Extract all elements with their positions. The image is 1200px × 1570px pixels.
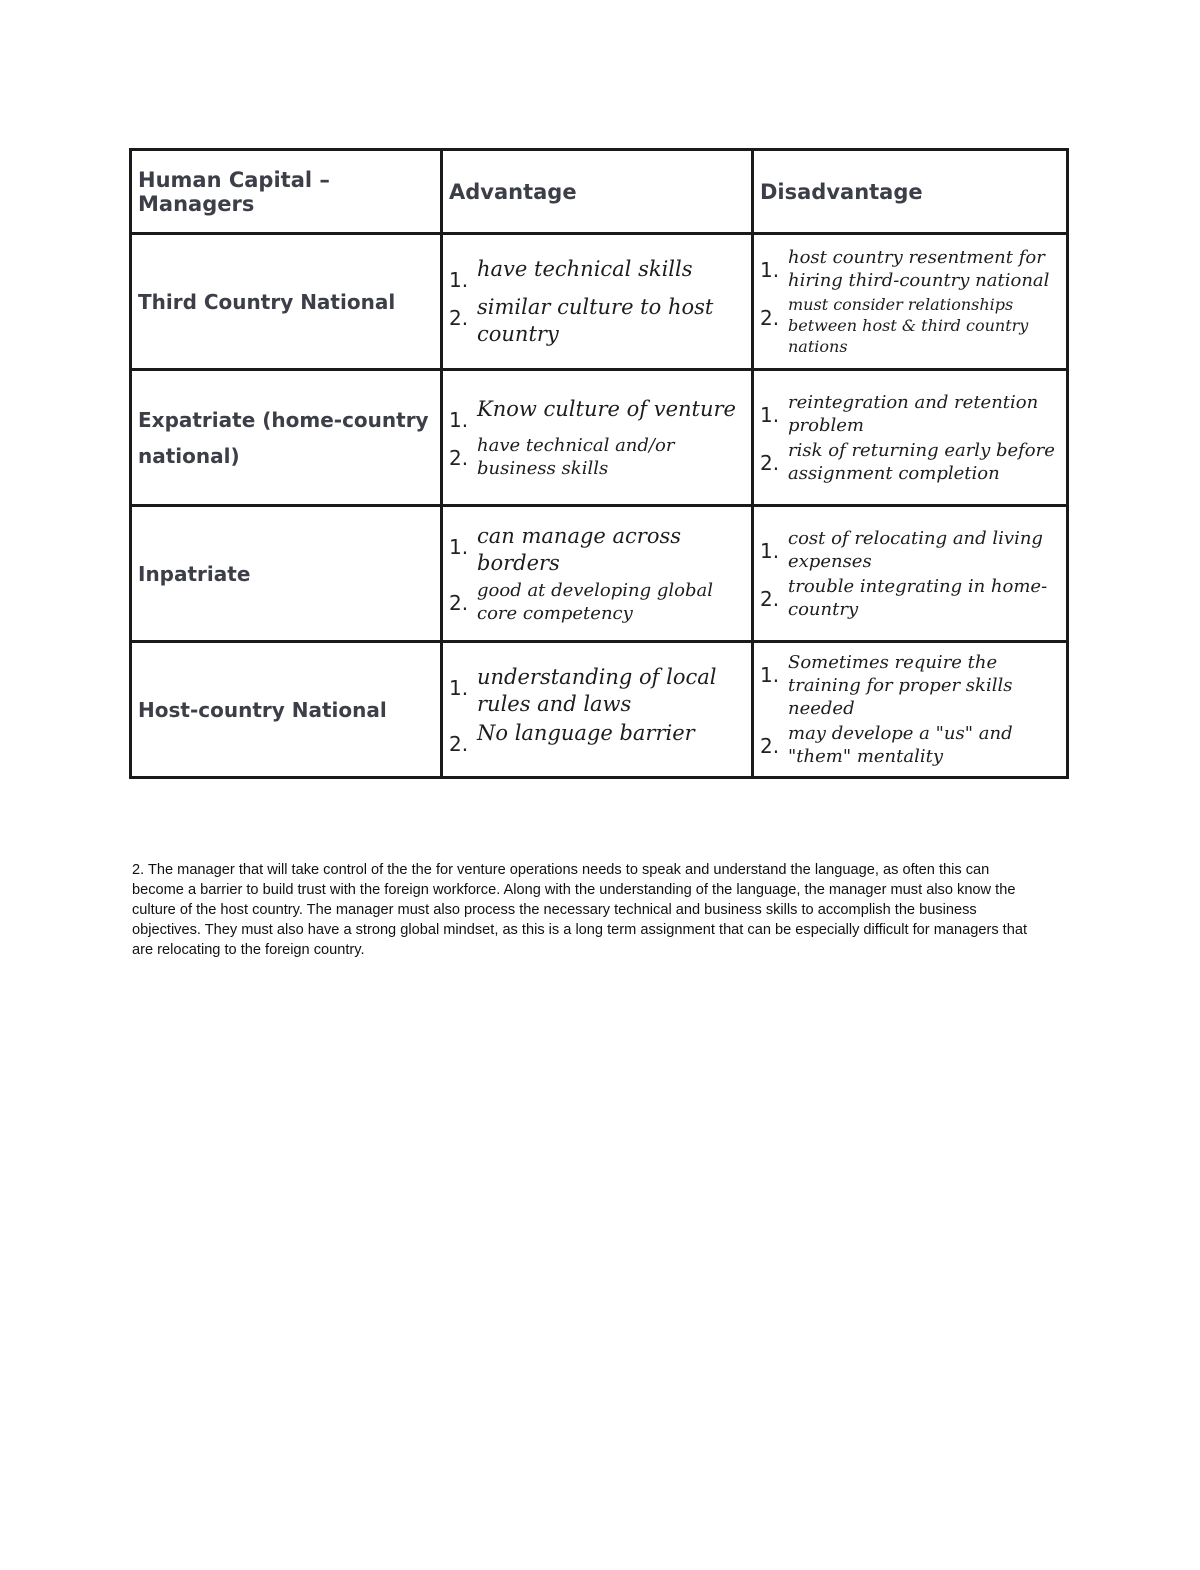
handwritten-text: No language barrier <box>477 720 695 745</box>
item-number: 1. <box>449 534 469 559</box>
handwritten-text: may develope a "us" and "them" mentality <box>788 723 1013 767</box>
header-disadvantage: Disadvantage <box>753 150 1068 234</box>
table-row <box>131 506 1068 642</box>
list-item <box>760 722 1066 768</box>
item-number: 1. <box>760 402 780 427</box>
item-number: 1. <box>449 407 469 432</box>
row-label-expatriate: Expatriate (home-country national) <box>131 370 442 506</box>
handwritten-text: trouble integrating in home-country <box>788 575 1048 620</box>
handwritten-text: must consider relationships between host & third country nations <box>788 295 1029 356</box>
item-number: 2. <box>449 590 469 615</box>
item-number: 1. <box>760 538 780 563</box>
advantage-cell <box>442 642 753 778</box>
list-item <box>449 294 751 348</box>
handwritten-text: similar culture to host country <box>477 294 714 346</box>
handwritten-text: Sometimes require the training for proper skills needed <box>788 652 1013 719</box>
list-item <box>760 527 1066 573</box>
disadvantage-cell <box>753 234 1068 370</box>
answer-paragraph: 2. The manager that will take control of the the for venture operations needs to speak and understand the language, as often this can become a barrier to build trust with the foreign workforce. Along with the understanding of the language, the manager must also know the culture of the host country. The manager must also process the necessary technical and business skills to accomplish the business objectives. They must also have a strong global mindset, as this is a long term assignment that can be especially difficult for managers that are relocating to the foreign country. <box>132 861 1028 958</box>
handwritten-text: good at developing global core competency <box>477 579 713 624</box>
list-item <box>449 256 751 292</box>
item-number: 1. <box>760 663 780 687</box>
table-row <box>131 370 1068 506</box>
handwritten-text: have technical and/or business skills <box>477 434 675 479</box>
disadvantage-cell <box>753 506 1068 642</box>
row-label-third-country-national: Third Country National <box>131 234 442 370</box>
advantage-cell <box>442 234 753 370</box>
item-number: 2. <box>760 734 780 758</box>
handwritten-text: host country resentment for hiring third-country national <box>788 247 1050 291</box>
header-advantage: Advantage <box>442 150 753 234</box>
list-item <box>449 720 751 756</box>
handwritten-text: can manage across borders <box>477 523 682 575</box>
disadvantage-cell <box>753 370 1068 506</box>
table-header-row <box>131 150 1068 234</box>
header-human-capital: Human Capital – Managers <box>131 150 442 234</box>
item-number: 1. <box>760 258 780 282</box>
handwritten-text: Know culture of venture <box>477 396 736 421</box>
list-item <box>760 439 1066 485</box>
list-item <box>449 664 751 718</box>
list-item <box>760 651 1066 720</box>
handwritten-text: cost of relocating and living expenses <box>788 527 1043 572</box>
disadvantage-cell <box>753 642 1068 778</box>
advantage-cell <box>442 506 753 642</box>
list-item <box>449 579 751 625</box>
handwritten-text: understanding of local rules and laws <box>477 664 717 716</box>
item-number: 2. <box>760 586 780 611</box>
handwritten-text: have technical skills <box>477 256 693 281</box>
item-number: 2. <box>449 731 469 756</box>
table-row <box>131 234 1068 370</box>
list-item <box>449 523 751 577</box>
row-label-inpatriate: Inpatriate <box>131 506 442 642</box>
list-item <box>449 396 751 432</box>
list-item <box>449 434 751 480</box>
advantage-cell <box>442 370 753 506</box>
item-number: 2. <box>760 450 780 475</box>
handwritten-text: reintegration and retention problem <box>788 391 1039 436</box>
item-number: 1. <box>449 675 469 700</box>
row-label-host-country-national: Host-country National <box>131 642 442 778</box>
item-number: 2. <box>449 445 469 470</box>
item-number: 2. <box>760 306 780 330</box>
list-item <box>760 391 1066 437</box>
item-number: 1. <box>449 267 469 292</box>
human-capital-table <box>129 148 1069 779</box>
list-item <box>760 294 1066 357</box>
list-item <box>760 246 1066 292</box>
handwritten-text: risk of returning early before assignment completion <box>788 439 1055 484</box>
table-row <box>131 642 1068 778</box>
item-number: 2. <box>449 305 469 330</box>
list-item <box>760 575 1066 621</box>
